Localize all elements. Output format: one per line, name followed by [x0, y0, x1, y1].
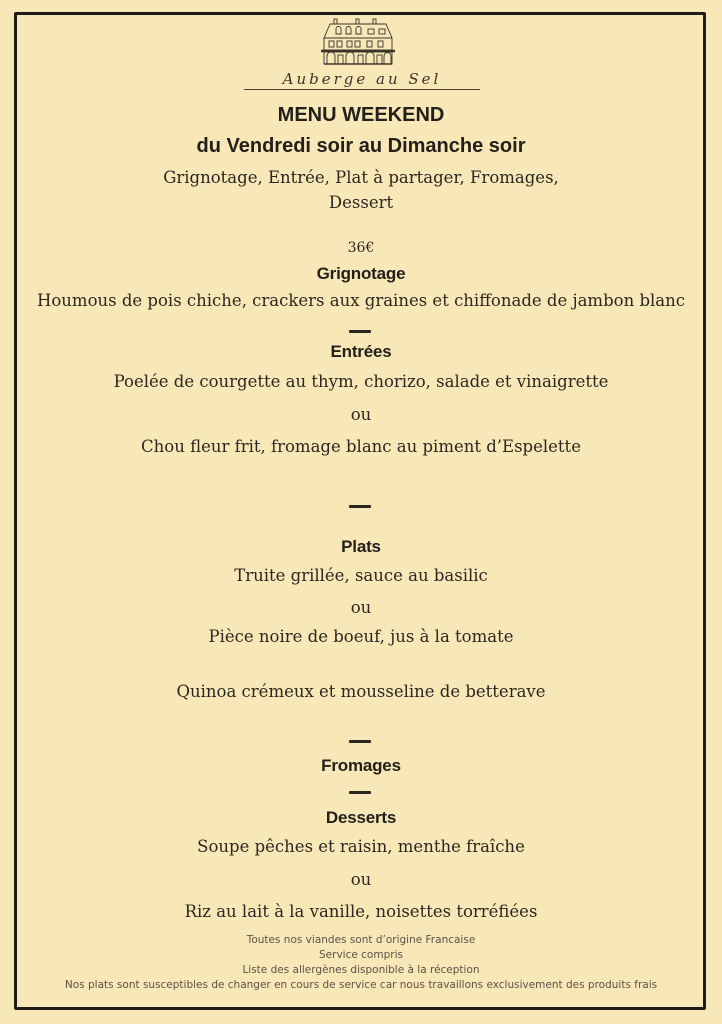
brand-name: Auberge au Sel: [282, 70, 442, 88]
section-title-grignotage: Grignotage: [316, 264, 406, 283]
menu-item: Pièce noire de boeuf, jus à la tomate: [208, 627, 514, 646]
section-title-desserts: Desserts: [325, 808, 397, 827]
footer-note: Liste des allergènes disponible à la réception: [242, 964, 480, 976]
menu-item: Quinoa crémeux et mousseline de betterave: [176, 682, 546, 701]
section-divider: [349, 791, 371, 794]
menu-item: Chou fleur frit, fromage blanc au piment d’Espelette: [141, 437, 581, 456]
or-separator: ou: [350, 870, 372, 889]
menu-item: Soupe pêches et raisin, menthe fraîche: [197, 837, 525, 856]
section-title-fromages: Fromages: [321, 756, 401, 775]
menu-item: Poelée de courgette au thym, chorizo, salade et vinaigrette: [113, 372, 609, 391]
menu-item: Riz au lait à la vanille, noisettes torréfiées: [184, 902, 538, 921]
or-separator: ou: [350, 405, 372, 424]
inn-building-icon: [318, 18, 398, 66]
menu-item: Truite grillée, sauce au basilic: [234, 566, 488, 585]
section-title-plats: Plats: [341, 537, 381, 556]
section-divider: [349, 330, 371, 333]
footer-note: Toutes nos viandes sont d’origine Francaise: [246, 934, 476, 946]
footer-note: Nos plats sont susceptibles de changer en cours de service car nous travaillons exclusivement des produits frais: [64, 979, 658, 991]
menu-subtitle: du Vendredi soir au Dimanche soir: [196, 135, 526, 157]
formula-line-1: Grignotage, Entrée, Plat à partager, Fromages,: [163, 168, 559, 187]
brand-underline: [244, 89, 480, 90]
brand-logo: [244, 70, 480, 98]
or-separator: ou: [350, 598, 372, 617]
hand-drawn-border: [14, 12, 706, 1010]
footer-note: Service compris: [319, 949, 403, 961]
menu-price: 36€: [347, 240, 375, 256]
menu-item: Houmous de pois chiche, crackers aux graines et chiffonade de jambon blanc: [36, 291, 685, 310]
formula-line-2: Dessert: [328, 193, 394, 212]
section-divider: [349, 740, 371, 743]
section-title-entrees: Entrées: [330, 342, 392, 361]
section-divider: [349, 505, 371, 508]
menu-title: MENU WEEKEND: [277, 104, 445, 126]
